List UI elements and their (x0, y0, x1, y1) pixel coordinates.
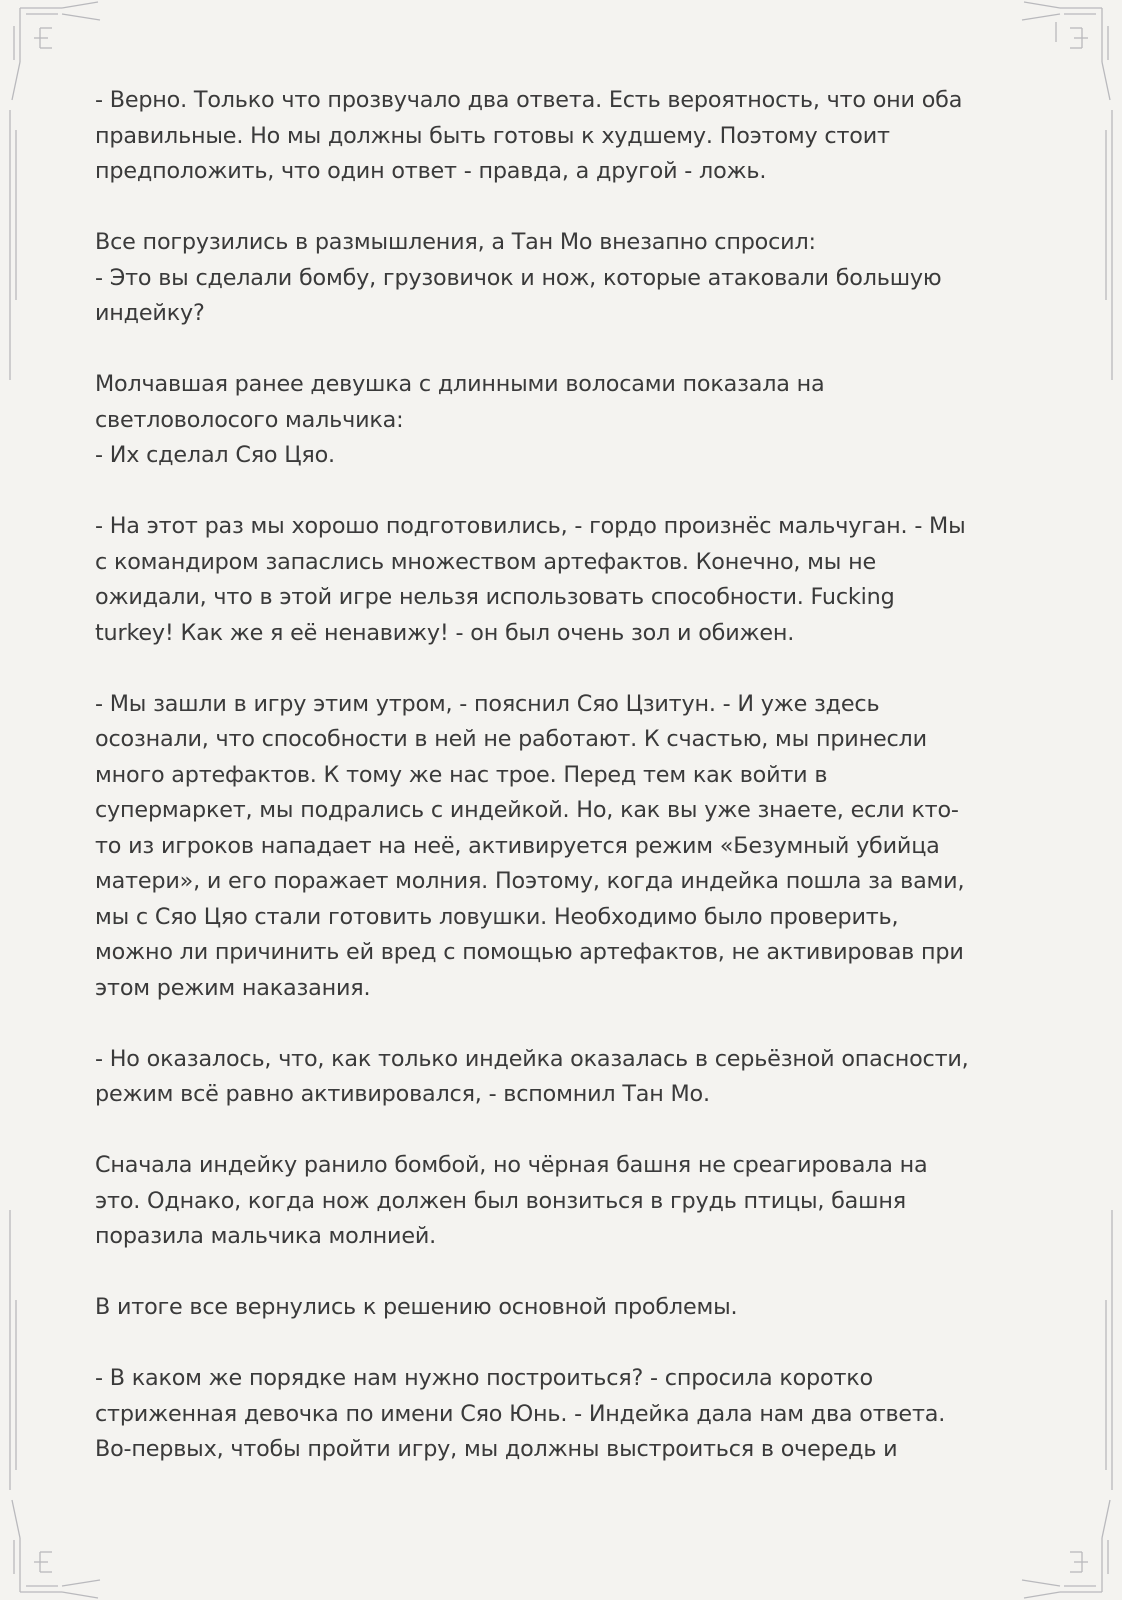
paragraph: - Мы зашли в игру этим утром, - пояснил Сяо Цзитун. - И уже здесь осознали, что способности в ней не работают. К счастью, мы принесли много артефактов. К тому же нас трое. Перед тем как войти в супермаркет, мы подрались с индейкой. Но, как вы уже знаете, если кто- то из игроков нападает на неё, активируется режим «Безумный убийца матери», и его поражает молния. Поэтому, когда индейка пошла за вами, мы с Сяо Цяо стали готовить ловушки. Необходимо было проверить, можно ли причинить ей вред с помощью артефактов, не активировав при этом режим наказания. (95, 690, 965, 1001)
paragraph: - Верно. Только что прозвучало два ответа. Есть вероятность, что они оба правильные. Но мы должны быть готовы к худшему. Поэтому стоит предположить, что один ответ - правда, а другой - ложь. (95, 87, 963, 184)
paragraph: Все погрузились в размышления, а Тан Мо внезапно спросил: - Это вы сделали бомбу, грузовичок и нож, которые атаковали большую индейку? (95, 229, 942, 326)
paragraph: В итоге все вернулись к решению основной проблемы. (95, 1294, 738, 1320)
paragraph: Молчавшая ранее девушка с длинными волосами показала на светловолосого мальчика: - Их сделал Сяо Цяо. (95, 371, 825, 468)
paragraph: Сначала индейку ранило бомбой, но чёрная башня не среагировала на это. Однако, когда нож должен был вонзиться в грудь птицы, башня поразила мальчика молнией. (95, 1152, 928, 1249)
corner-ornament-top-right (1022, 2, 1110, 100)
corner-ornament-bottom-right (1022, 1500, 1110, 1598)
paragraph: - На этот раз мы хорошо подготовились, - гордо произнёс мальчуган. - Мы с командиром запаслись множеством артефактов. Конечно, мы не ожидали, что в этой игре нельзя использовать способности. Fucking turkey! Как же я её ненавижу! - он был очень зол и обижен. (95, 513, 966, 646)
paragraph: - Но оказалось, что, как только индейка оказалась в серьёзной опасности, режим всё равно активировался, - вспомнил Тан Мо. (95, 1045, 969, 1107)
paragraph: - В каком же порядке нам нужно построиться? - спросила коротко стриженная девочка по имени Сяо Юнь. - Индейка дала нам два ответа. Во-первых, чтобы пройти игру, мы должны выстроиться в очередь и (95, 1365, 946, 1462)
corner-ornament-top-left (12, 2, 100, 100)
document-body (95, 83, 1035, 1503)
corner-ornament-bottom-left (12, 1500, 100, 1598)
